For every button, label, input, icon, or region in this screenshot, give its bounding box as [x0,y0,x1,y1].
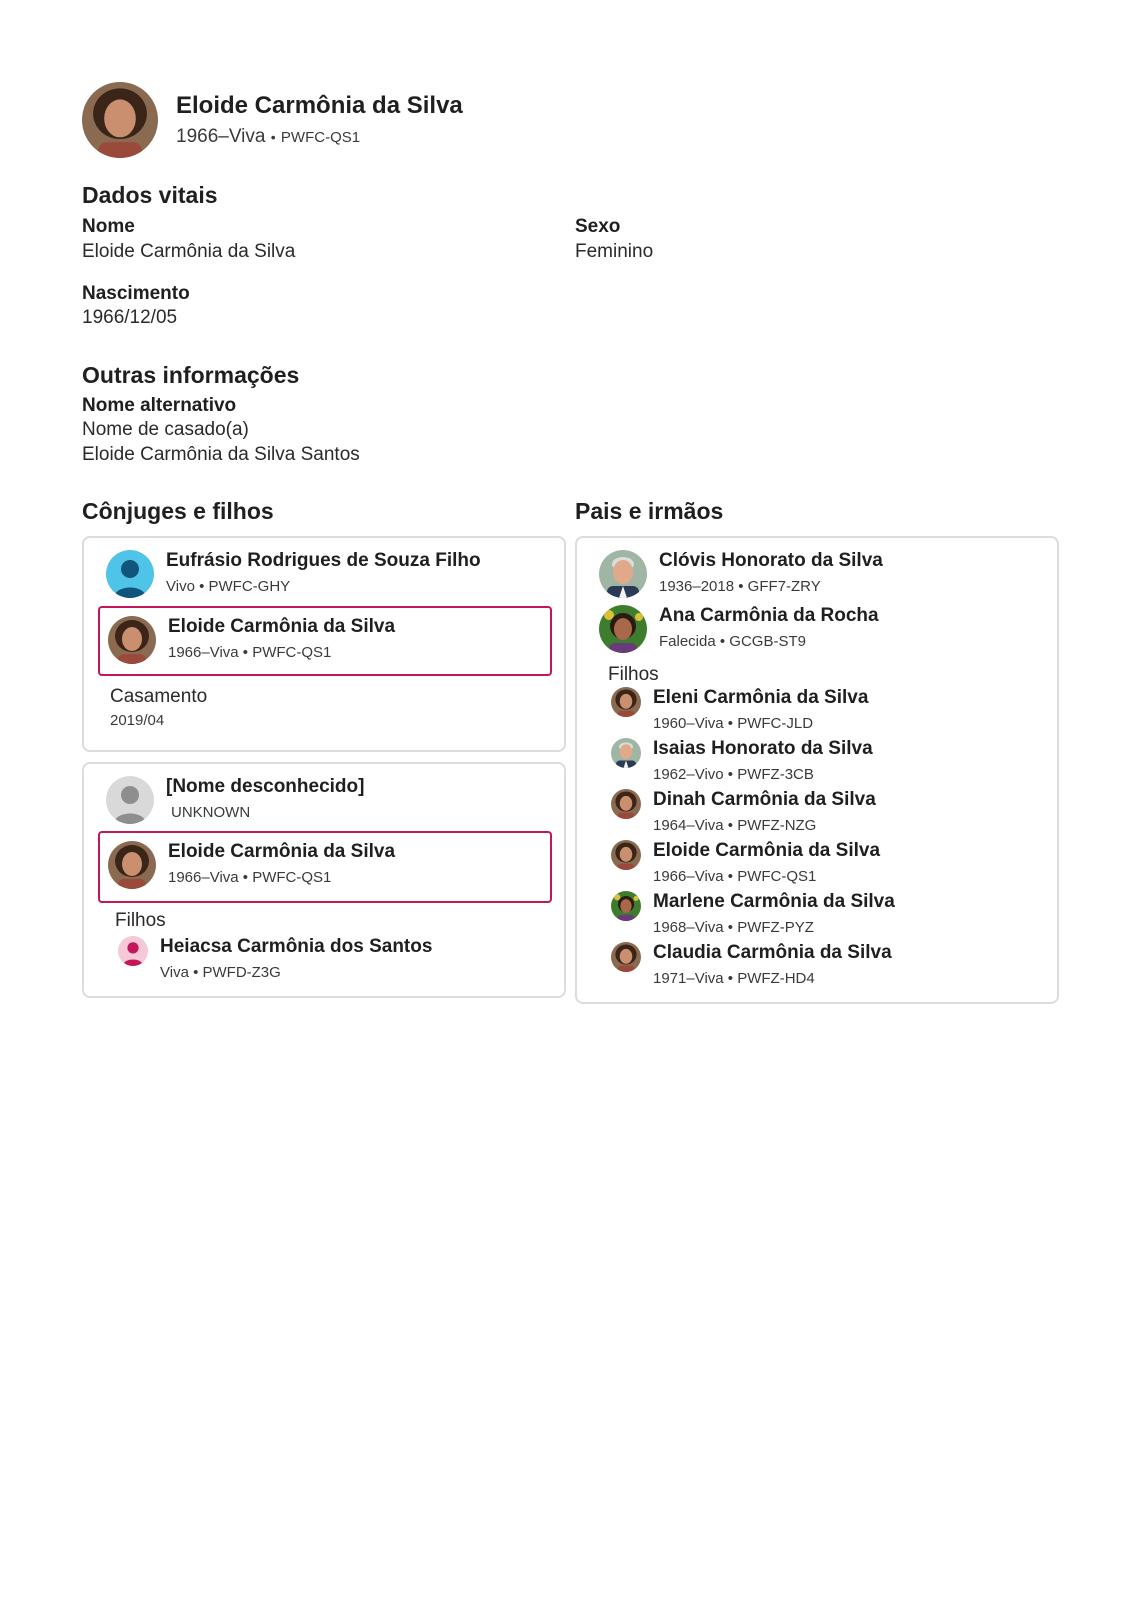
alt-name-value: Eloide Carmônia da Silva Santos [82,444,360,465]
sibling-info: 1971–Viva • PWFZ-HD4 [653,970,815,987]
sibling-avatar [611,942,641,972]
self-avatar [108,616,156,664]
birth-value: 1966/12/05 [82,307,178,328]
spouses-title: Cônjuges e filhos [82,498,274,524]
family-card-1 [82,536,566,752]
sex-label: Sexo [575,216,621,237]
spouse-name: Eufrásio Rodrigues de Souza Filho [166,550,481,571]
marriage-label: Casamento [110,686,208,707]
profile-header [82,82,463,158]
father-name: Clóvis Honorato da Silva [659,550,883,571]
vitals-title: Dados vitais [82,182,218,208]
sibling-avatar [611,738,641,768]
child-avatar [118,936,148,966]
self-avatar [108,841,156,889]
sibling-avatar [611,687,641,717]
profile-summary [176,126,463,148]
sibling-avatar [611,840,641,870]
other-info-title: Outras informações [82,362,300,388]
sibling-info: 1964–Viva • PWFZ-NZG [653,817,817,834]
self-name: Eloide Carmônia da Silva [168,841,396,862]
birth-label: Nascimento [82,283,190,304]
spouse-info: UNKNOWN [171,804,251,821]
self-highlight[interactable] [98,606,552,676]
spouse-avatar [106,776,154,824]
father-info: 1936–2018 • GFF7-ZRY [659,578,821,595]
sibling-person[interactable] [611,687,868,732]
father-person[interactable] [599,550,883,598]
marriage-date: 2019/04 [110,712,165,729]
profile-name: Eloide Carmônia da Silva [176,92,463,119]
profile-avatar [82,82,158,158]
sibling-name: Marlene Carmônia da Silva [653,891,895,912]
name-label: Nome [82,216,135,237]
sibling-name: Dinah Carmônia da Silva [653,789,876,810]
sibling-info: 1966–Viva • PWFC-QS1 [653,868,817,885]
self-info: 1966–Viva • PWFC-QS1 [168,869,332,886]
parents-card [575,536,1059,1004]
alt-name-label: Nome alternativo [82,395,237,416]
sibling-info: 1960–Viva • PWFC-JLD [653,715,814,732]
children-label: Filhos [115,910,166,931]
sibling-avatar [611,891,641,921]
spouse-info: Vivo • PWFC-GHY [166,578,291,595]
child-name: Heiacsa Carmônia dos Santos [160,936,433,957]
self-info: 1966–Viva • PWFC-QS1 [168,644,332,661]
spouse-person[interactable] [106,776,364,824]
sibling-person[interactable] [611,891,895,936]
spouse-name: [Nome desconhecido] [166,776,365,797]
siblings-label: Filhos [608,664,659,685]
self-name: Eloide Carmônia da Silva [168,616,396,637]
mother-name: Ana Carmônia da Rocha [659,605,879,626]
profile-lifespan: 1966–Viva [176,126,266,147]
sex-value: Feminino [575,241,654,262]
father-avatar [599,550,647,598]
sibling-person[interactable] [611,738,873,783]
alt-name-type: Nome de casado(a) [82,419,249,440]
name-value: Eloide Carmônia da Silva [82,241,296,262]
self-person [108,616,395,664]
mother-info: Falecida • GCGB-ST9 [659,633,806,650]
sibling-avatar [611,789,641,819]
sibling-person[interactable] [611,789,876,834]
sibling-person[interactable] [611,942,892,987]
sibling-person[interactable] [611,840,880,885]
mother-person[interactable] [599,605,879,653]
child-person[interactable] [118,936,432,981]
sibling-name: Claudia Carmônia da Silva [653,942,892,963]
profile-separator: • [270,129,276,145]
spouse-person[interactable] [106,550,481,598]
sibling-name: Eloide Carmônia da Silva [653,840,881,861]
sibling-name: Eleni Carmônia da Silva [653,687,869,708]
sibling-info: 1968–Viva • PWFZ-PYZ [653,919,814,936]
spouse-avatar [106,550,154,598]
child-info: Viva • PWFD-Z3G [160,964,281,981]
parents-title: Pais e irmãos [575,498,724,524]
mother-avatar [599,605,647,653]
self-person [108,841,395,889]
sibling-name: Isaias Honorato da Silva [653,738,873,759]
sibling-info: 1962–Vivo • PWFZ-3CB [653,766,814,783]
profile-pid: PWFC-QS1 [280,129,361,146]
self-highlight[interactable] [98,831,552,903]
family-card-2 [82,762,566,998]
